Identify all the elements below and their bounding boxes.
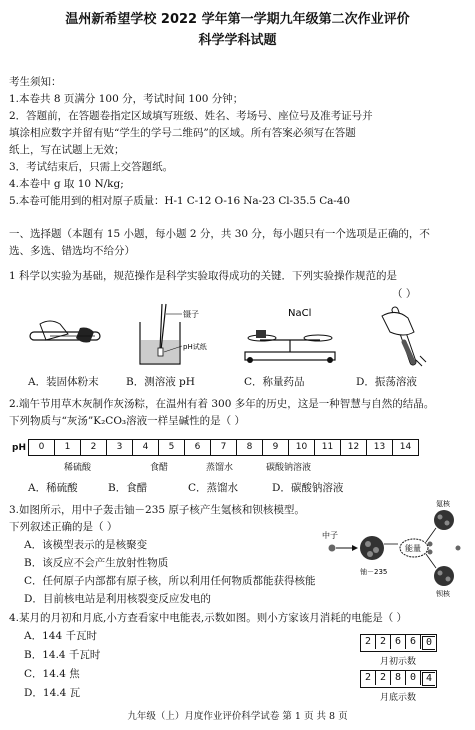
q3-option-a[interactable]: A．该模型表示的是核聚变	[24, 539, 148, 551]
meter2-digit-2: 2	[376, 671, 391, 685]
notes-heading: 考生须知：	[9, 76, 62, 88]
q1-option-d[interactable]: D．振荡溶液	[356, 376, 417, 388]
q4-stem: 4.某月的月初和月底,小方查看家中电能表,示数如图。则小方家该月消耗的电能是（ ）	[9, 612, 408, 624]
mark-vinegar: 食醋	[150, 463, 169, 473]
meter1-digit-3: 6	[391, 635, 406, 649]
ph-cell-14: 14	[399, 442, 412, 452]
note-3: 3．考试结束后，只需上交答题纸。	[9, 161, 174, 173]
ph-paper-label: pH试纸	[183, 343, 207, 351]
ph-cell-5: 5	[159, 440, 185, 455]
section-1-heading	[9, 226, 469, 260]
q3-option-d[interactable]: D．目前核电站是利用核裂变反应发电的	[24, 593, 211, 605]
q3-stem-line2: 下列叙述正确的是（ ）	[9, 521, 118, 533]
section-1-line1: 一、选择题（本题有 15 小题，每小题 2 分，共 30 分，每小题只有一个选项是正确的，不	[9, 228, 430, 240]
note-2b: 填涂相应数字并留有贴“学生的学号二维码”的区域。所有答案必须写在答题	[9, 127, 356, 139]
test-tube-powder-illustration	[30, 321, 100, 343]
q3-stem-line1: 3.如图所示，用中子轰击铀－235 原子核产生氪核和钡核模型。	[9, 504, 305, 516]
balance-scale-illustration	[245, 308, 335, 363]
note-4: 4.本卷中 g 取 10 N/kg;	[9, 178, 124, 190]
q2-option-b[interactable]: B．食醋	[108, 482, 148, 494]
q1-illustrations	[20, 302, 460, 372]
mark-distilled-water: 蒸馏水	[206, 463, 234, 473]
nuclear-fission-diagram	[318, 500, 468, 600]
q4-option-a[interactable]: A．144 千瓦时	[24, 630, 97, 642]
meter1-decimal-digit: 0	[422, 636, 435, 650]
meter1-digit-2: 2	[376, 635, 391, 649]
q1-answer-bracket: （ ）	[392, 288, 417, 300]
ph-cell-4: 4	[133, 440, 159, 455]
ph-cell-3: 3	[107, 440, 133, 455]
note-1: 1.本卷共 8 页满分 100 分，考试时间 100 分钟；	[9, 93, 244, 105]
q1-option-c[interactable]: C．称量药品	[244, 376, 305, 388]
q2-option-d[interactable]: D．碳酸钠溶液	[272, 482, 344, 494]
meter-start-of-month	[360, 634, 437, 652]
ph-cell-10: 10	[289, 440, 315, 455]
mark-dilute-sulfuric-acid: 稀硫酸	[64, 463, 92, 473]
neutron-label: 中子	[322, 531, 338, 540]
meter2-digit-3: 8	[391, 671, 406, 685]
q3-option-b[interactable]: B．该反应不会产生放射性物质	[24, 557, 169, 569]
q3-option-c[interactable]: C．任何原子内部都有原子核，所以利用任何物质都能获得核能	[24, 575, 316, 587]
krypton-label: 氪核	[436, 500, 450, 508]
shaking-tube-illustration	[382, 310, 426, 366]
meter2-digit-4: 0	[406, 671, 421, 685]
ph-cell-9: 9	[263, 440, 289, 455]
ph-cell-12: 12	[341, 440, 367, 455]
energy-label: 能量	[405, 544, 421, 553]
ph-scale	[12, 439, 419, 456]
meter-end-of-month	[360, 670, 437, 688]
section-1-line2: 选、多选、错选均不给分）	[9, 245, 135, 257]
q4-option-c[interactable]: C．14.4 焦	[24, 668, 80, 680]
ph-scale-label: pH	[12, 442, 26, 453]
note-2a: 2．答题前，在答题卷指定区域填写班级、姓名、考场号、座位号及准考证号并	[9, 110, 373, 122]
tweezers-label: 镊子	[183, 310, 199, 319]
exam-subtitle: 科学学科试题	[198, 33, 277, 48]
meter-start-caption: 月初示数	[380, 657, 417, 667]
q1-option-b[interactable]: B．测溶液 pH	[126, 376, 195, 388]
ph-cell-7: 7	[211, 440, 237, 455]
q2-option-a[interactable]: A．稀硫酸	[28, 482, 78, 494]
ph-scale-cells	[28, 439, 419, 456]
ph-cell-11: 11	[315, 440, 341, 455]
meter2-digit-1: 2	[361, 671, 376, 685]
meter2-decimal-digit: 4	[422, 672, 435, 686]
q2-option-c[interactable]: C．蒸馏水	[188, 482, 239, 494]
exam-title: 温州新希望学校 2022 学年第一学期九年级第二次作业评价	[65, 12, 410, 27]
q1-options	[28, 374, 468, 389]
ph-cell-13: 13	[367, 440, 393, 455]
q4-option-b[interactable]: B．14.4 千瓦时	[24, 649, 101, 661]
nacl-label: NaCl	[288, 308, 312, 319]
barium-label: 钡核	[436, 590, 450, 598]
uranium-label: 铀－235	[360, 568, 388, 576]
q1-stem: 1 科学以实验为基础，规范操作是科学实验取得成功的关键．下列实验操作规范的是	[9, 270, 398, 282]
page-footer: 九年级（上）月度作业评价科学试卷 第 1 页 共 8 页	[127, 711, 348, 722]
q2-options	[28, 480, 468, 495]
meter-end-caption: 月底示数	[380, 693, 417, 703]
q2-stem-line1: 2.端午节用草木灰制作灰汤粽，在温州有着 300 多年的历史，这是一种智慧与自然的结晶。	[9, 398, 435, 410]
ph-cell-2: 2	[81, 440, 107, 455]
meter1-digit-1: 2	[361, 635, 376, 649]
note-2c: 纸上，写在试题上无效；	[9, 144, 125, 156]
q4-option-d[interactable]: D．14.4 瓦	[24, 687, 81, 699]
meter1-digit-4: 6	[406, 635, 421, 649]
ph-cell-6: 6	[185, 440, 211, 455]
q1-option-a[interactable]: A．装固体粉末	[28, 376, 99, 388]
note-5: 5.本卷可能用到的相对原子质量：H-1 C-12 O-16 Na-23 Cl-35.5 Ca-40	[9, 195, 350, 207]
ph-cell-1: 1	[55, 440, 81, 455]
beaker-ph-illustration	[140, 304, 207, 364]
mark-sodium-carbonate: 碳酸钠溶液	[266, 463, 312, 473]
ph-cell-8: 8	[237, 440, 263, 455]
candidate-notes	[9, 74, 469, 210]
ph-cell-0: 0	[29, 440, 55, 455]
q2-stem-line2: 下列物质与“灰汤”K₂CO₃溶液一样呈碱性的是（ ）	[9, 415, 245, 427]
